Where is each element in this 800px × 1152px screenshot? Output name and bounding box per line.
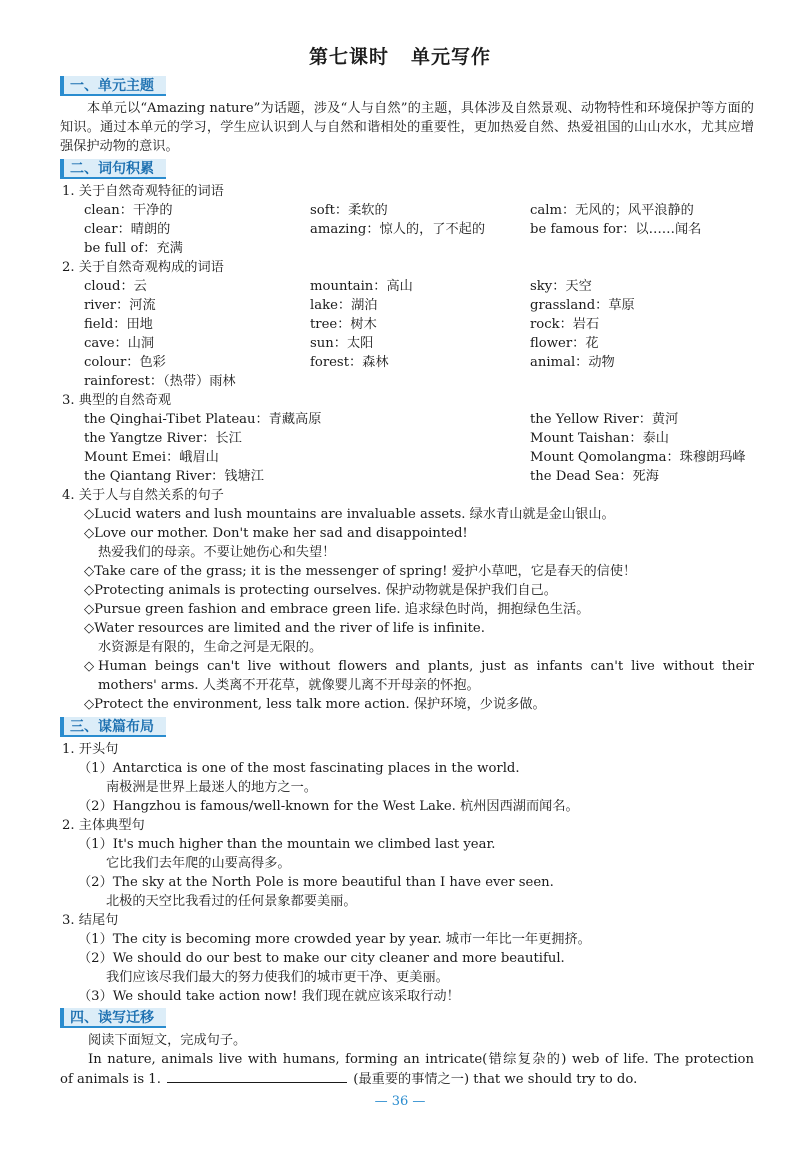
lesson-title: 第七课时 xyxy=(308,46,389,68)
sentence-translation: 热爱我们的母亲。不要让她伤心和失望！ xyxy=(98,545,336,560)
section-heading-vocabulary xyxy=(60,159,166,179)
sentence: ◇Take care of the grass; it is the messenger of spring! 爱护小草吧，它是春天的信使！ xyxy=(84,564,637,579)
example-sentence: （2）Hangzhou is famous/well-known for the West Lake. 杭州因西湖而闻名。 xyxy=(78,799,579,814)
word-item: rainforest：（热带）雨林 xyxy=(84,374,236,389)
word-item: cave：山洞 xyxy=(84,336,155,351)
word-item: tree：树木 xyxy=(310,317,377,332)
example-sentence: （3）We should take action now! 我们现在就应该采取行动！ xyxy=(78,989,460,1004)
sentence-translation: 我们应该尽我们最大的努力使我们的城市更干净、更美丽。 xyxy=(106,970,449,985)
passage-text: (最重要的事情之一) that we should try to do. xyxy=(353,1072,638,1087)
word-item: field：田地 xyxy=(84,317,153,332)
word-item: the Qiantang River：钱塘江 xyxy=(84,469,264,484)
unit-title: 单元写作 xyxy=(411,46,492,68)
section-label: 三、谋篇布局 xyxy=(64,717,166,737)
word-item: calm：无风的；风平浪静的 xyxy=(530,203,694,218)
word-item: colour：色彩 xyxy=(84,355,166,370)
word-item: the Yellow River：黄河 xyxy=(530,412,679,427)
page-title xyxy=(0,42,800,69)
section-heading-structure xyxy=(60,717,166,737)
subheading: 1. 关于自然奇观特征的词语 xyxy=(62,184,224,199)
word-item: cloud：云 xyxy=(84,279,147,294)
subheading: 1. 开头句 xyxy=(62,742,119,757)
word-item: mountain：高山 xyxy=(310,279,413,294)
sentence: mothers' arms. 人类离不开花草，就像婴儿离不开母亲的怀抱。 xyxy=(98,678,480,693)
subheading: 3. 典型的自然奇观 xyxy=(62,393,172,408)
example-sentence: （2）We should do our best to make our city cleaner and more beautiful. xyxy=(78,951,565,966)
word-item: river：河流 xyxy=(84,298,156,313)
word-item: the Dead Sea：死海 xyxy=(530,469,659,484)
word-item: animal：动物 xyxy=(530,355,615,370)
sentence-translation: 它比我们去年爬的山要高得多。 xyxy=(106,856,291,871)
theme-paragraph: 本单元以“Amazing nature”为话题，涉及“人与自然”的主题，具体涉及自然景观、动物特性和环境保护等方面的知识。通过本单元的学习，学生应认识到人与自然和谐相处的重要性，更加热爱自然、热爱祖国的山山水水，尤其应增强保护动物的意识。 xyxy=(60,101,754,154)
word-item: Mount Qomolangma：珠穆朗玛峰 xyxy=(530,450,746,465)
section-label: 一、单元主题 xyxy=(64,76,166,96)
passage-text: of animals is 1. xyxy=(60,1072,161,1087)
example-sentence: （2）The sky at the North Pole is more beautiful than I have ever seen. xyxy=(78,875,554,890)
answer-blank-1[interactable] xyxy=(167,1069,347,1083)
word-item: amazing：惊人的，了不起的 xyxy=(310,222,486,237)
example-sentence: （1）The city is becoming more crowded year by year. 城市一年比一年更拥挤。 xyxy=(78,932,591,947)
sentence: ◇Human beings can't live without flowers and plants, just as infants can't live without their xyxy=(84,659,754,674)
word-item: Mount Taishan：泰山 xyxy=(530,431,669,446)
word-item: sky：天空 xyxy=(530,279,592,294)
sentence: ◇Love our mother. Don't make her sad and disappointed! xyxy=(84,526,468,541)
word-item: soft：柔软的 xyxy=(310,203,388,218)
subheading: 3. 结尾句 xyxy=(62,913,119,928)
sentence-translation: 水资源是有限的，生命之河是无限的。 xyxy=(98,640,323,655)
sentence: ◇Pursue green fashion and embrace green life. 追求绿色时尚，拥抱绿色生活。 xyxy=(84,602,590,617)
subheading: 2. 主体典型句 xyxy=(62,818,145,833)
word-item: be full of：充满 xyxy=(84,241,183,256)
instruction: 阅读下面短文，完成句子。 xyxy=(88,1033,247,1048)
word-item: forest：森林 xyxy=(310,355,389,370)
sentence: ◇Protecting animals is protecting ourselves. 保护动物就是保护我们自己。 xyxy=(84,583,557,598)
sentence: ◇Protect the environment, less talk more action. 保护环境，少说多做。 xyxy=(84,697,546,712)
word-item: clear：晴朗的 xyxy=(84,222,171,237)
section-heading-reading-writing xyxy=(60,1008,166,1028)
word-item: flower：花 xyxy=(530,336,599,351)
sentence-translation: 北极的天空比我看过的任何景象都要美丽。 xyxy=(106,894,357,909)
word-item: clean：干净的 xyxy=(84,203,173,218)
page-number: — 36 — xyxy=(374,1094,426,1109)
sentence-translation: 南极洲是世界上最迷人的地方之一。 xyxy=(106,780,317,795)
example-sentence: （1）It's much higher than the mountain we climbed last year. xyxy=(78,837,496,852)
subheading: 2. 关于自然奇观构成的词语 xyxy=(62,260,224,275)
word-item: the Qinghai-Tibet Plateau：青藏高原 xyxy=(84,412,322,427)
word-item: the Yangtze River：长江 xyxy=(84,431,242,446)
section-label: 四、读写迁移 xyxy=(64,1008,166,1028)
word-item: rock：岩石 xyxy=(530,317,600,332)
word-item: grassland：草原 xyxy=(530,298,635,313)
section-heading-theme xyxy=(60,76,166,96)
word-item: lake：湖泊 xyxy=(310,298,378,313)
sentence: ◇Water resources are limited and the river of life is infinite. xyxy=(84,621,485,636)
sentence: ◇Lucid waters and lush mountains are invaluable assets. 绿水青山就是金山银山。 xyxy=(84,507,615,522)
passage-line xyxy=(60,1069,637,1089)
word-item: sun：太阳 xyxy=(310,336,374,351)
example-sentence: （1）Antarctica is one of the most fascinating places in the world. xyxy=(78,761,520,776)
passage-line: In nature, animals live with humans, forming an intricate(错综复杂的) web of life. The protection xyxy=(88,1052,754,1067)
section-label: 二、词句积累 xyxy=(64,159,166,179)
subheading: 4. 关于人与自然关系的句子 xyxy=(62,488,224,503)
word-item: be famous for：以……闻名 xyxy=(530,222,702,237)
word-item: Mount Emei：峨眉山 xyxy=(84,450,219,465)
